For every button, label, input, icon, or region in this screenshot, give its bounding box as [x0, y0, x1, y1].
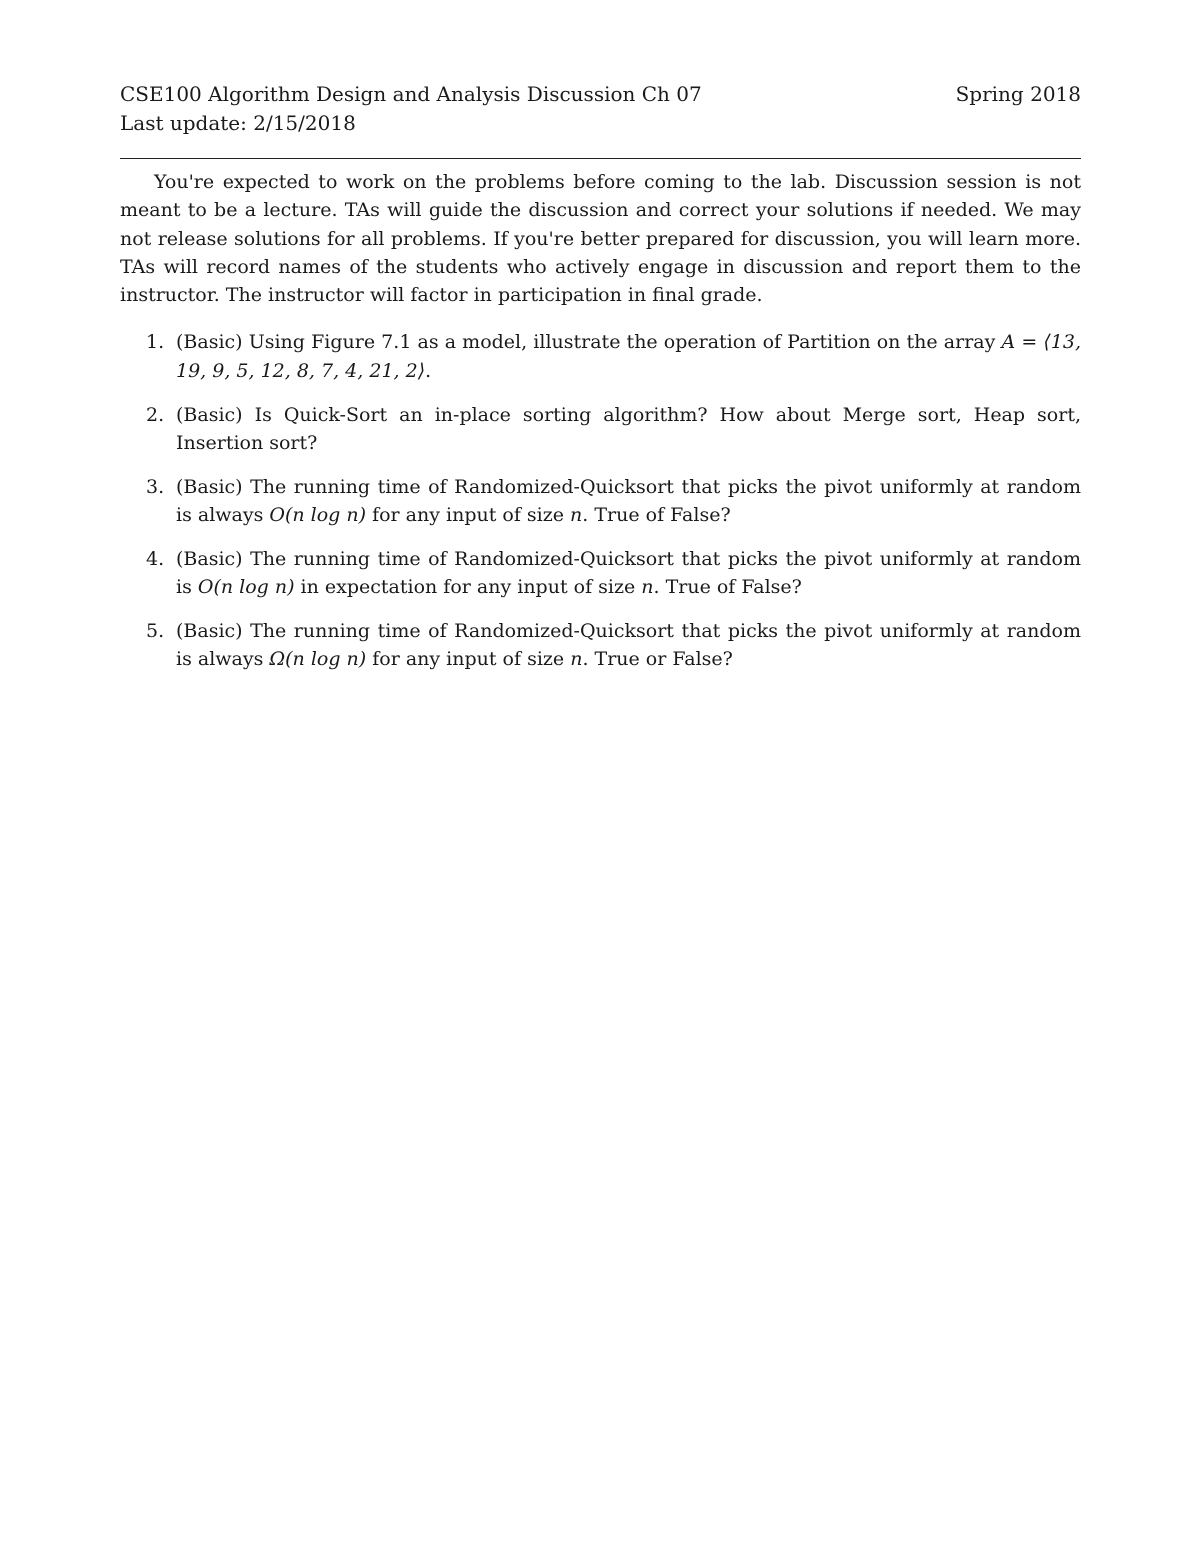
- problem-text: . True or False?: [582, 648, 733, 671]
- problem-text: . True of False?: [653, 576, 802, 599]
- problem-text: for any input of size: [366, 503, 571, 526]
- problem-text: . True of False?: [582, 503, 731, 526]
- term-label: Spring 2018: [955, 82, 1081, 106]
- document-page: [120, 80, 1081, 689]
- math-variable: n: [570, 648, 583, 671]
- problem-text: (Basic) The running time of Randomized-Quicksort that picks the pivot uniformly at random is: [176, 547, 1081, 599]
- last-update: Last update: 2/15/2018: [120, 111, 356, 135]
- math-variable: n: [570, 503, 583, 526]
- problem-number: 1.: [146, 331, 165, 354]
- problem-text: (Basic) Is Quick-Sort an in-place sorting algorithm? How about Merge sort, Heap sort, Insertion sort?: [176, 403, 1081, 454]
- problem-text: (Basic) The running time of Randomized-Quicksort that picks the pivot uniformly at random is always: [176, 475, 1081, 526]
- header: [120, 80, 1081, 109]
- problem-item: [120, 617, 1081, 674]
- intro-paragraph: You're expected to work on the problems before coming to the lab. Discussion session is not meant to be a lecture. TAs will guide the discussion and correct your solutions if needed. We may not release solutions for all problems. If you're better prepared for discussion, you will learn more. TAs will record names of the students who actively engage in discussion and report them to the instructor. The instructor will factor in participation in final grade.: [120, 171, 1081, 307]
- problem-item: [120, 473, 1081, 530]
- problem-number: 3.: [146, 475, 165, 498]
- problem-text: .: [425, 359, 432, 382]
- header-divider: [120, 158, 1081, 159]
- problem-list: [120, 328, 1081, 673]
- math-expression: O(n log n): [197, 576, 295, 599]
- problem-text: (Basic) The running time of Randomized-Quicksort that picks the pivot uniformly at random is always: [176, 619, 1081, 671]
- math-expression: A = ⟨13, 19, 9, 5, 12, 8, 7, 4, 21, 2⟩: [176, 331, 1081, 382]
- math-expression: O(n log n): [269, 503, 367, 526]
- course-title: CSE100 Algorithm Design and Analysis Discussion Ch 07: [120, 82, 702, 106]
- problem-item: [120, 545, 1081, 602]
- problem-number: 5.: [146, 619, 165, 642]
- problem-item: [120, 401, 1081, 458]
- problem-number: 2.: [146, 403, 165, 426]
- problem-number: 4.: [146, 547, 165, 570]
- problem-text: in expectation for any input of size: [294, 576, 642, 599]
- math-variable: n: [641, 576, 654, 599]
- problem-item: [120, 328, 1081, 385]
- problem-text: for any input of size: [366, 648, 571, 671]
- problem-text: (Basic) Using Figure 7.1 as a model, illustrate the operation of Partition on the array: [176, 331, 1002, 354]
- math-expression: Ω(n log n): [269, 648, 367, 671]
